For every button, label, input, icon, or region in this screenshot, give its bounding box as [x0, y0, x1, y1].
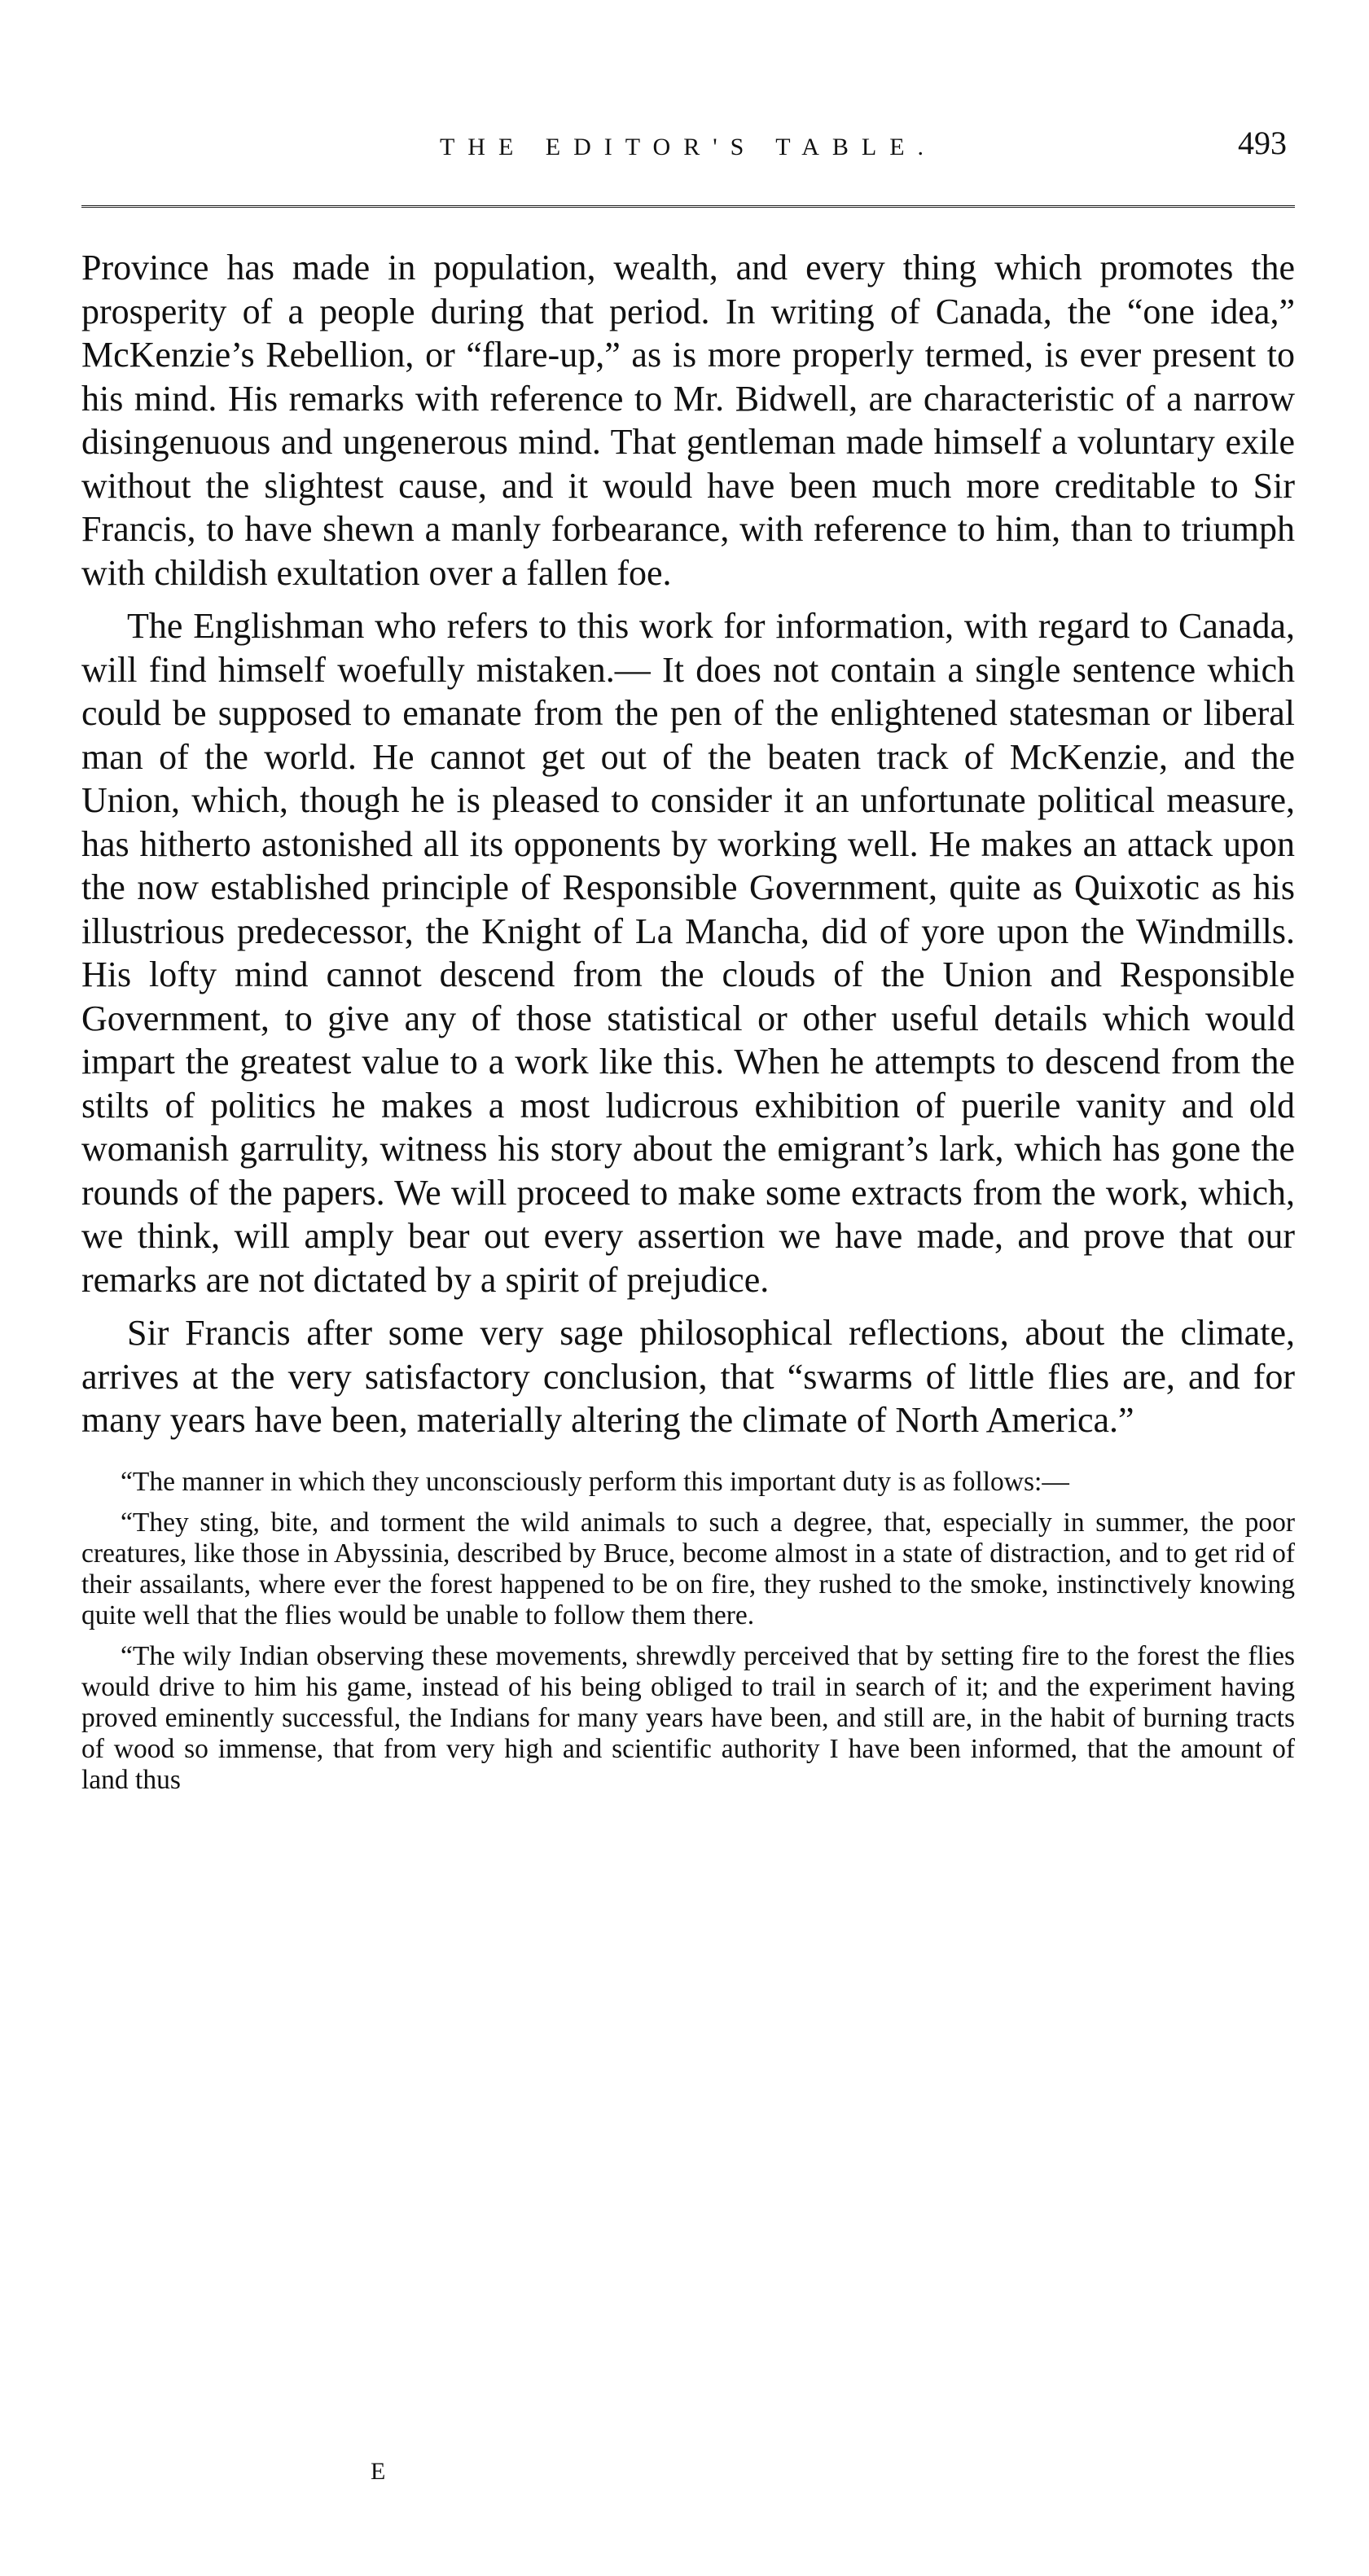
main-text: [81, 246, 1295, 1806]
running-head: [81, 122, 1295, 171]
paragraph: Province has made in population, wealth, and every thing which promotes the prosperity of a people during that period. In writing of Canada, the “one idea,” McKenzie’s Rebellion, or “flare-up,” as is more properly termed, is ever present to his mind. His remarks with reference to Mr. Bidwell, are characteristic of a narrow disingenuous and ungenerous mind. That gentleman made himself a voluntary exile without the slightest cause, and it would have been much more creditable to Sir Francis, to have shewn a manly forbearance, with reference to him, than to triumph with childish exultation over a fallen foe.: [81, 248, 1295, 593]
paragraph: Sir Francis after some very sage philosophical reflections, about the climate, arrives at the very satisfactory conclusion, that “swarms of little flies are, and for many years have been, materially altering the climate of North America.”: [81, 1313, 1295, 1440]
quote-paragraph: “The wily Indian observing these movements, shrewdly perceived that by setting fire to the forest the flies would drive to him his game, instead of his being obliged to trail in search of it; and the experiment having proved eminently successful, the Indians for many years have been, and still are, in the habit of burning tracts of wood so immense, that from very high and scientific authority I have been informed, that the amount of land thus: [81, 1640, 1295, 1795]
header-rule: [81, 205, 1295, 208]
quote-paragraph: “The manner in which they unconsciously perform this important duty is as follows:—: [121, 1466, 1069, 1497]
page-number: 493: [1238, 125, 1287, 161]
block-quote: [81, 1467, 1295, 1796]
signature-mark: E: [371, 2458, 388, 2485]
running-title: THE EDITOR'S TABLE.: [439, 134, 937, 160]
book-page: [81, 0, 1295, 2576]
paragraph: The Englishman who refers to this work for information, with regard to Canada, will find himself woefully mistaken.— It does not contain a single sentence which could be supposed to emanate from the pen of the enlightened statesman or liberal man of the world. He cannot get out of the beaten track of McKenzie, and the Union, which, though he is pleased to consider it an unfortunate political measure, has hitherto astonished all its opponents by working well. He makes an attack upon the now established principle of Responsible Government, quite as Quixotic as his illustrious predecessor, the Knight of La Mancha, did of yore upon the Windmills. His lofty mind cannot descend from the clouds of the Union and Responsible Government, to give any of those statistical or other useful details which would impart the greatest value to a work like this. When he attempts to descend from the stilts of politics he makes a most ludicrous exhibition of puerile vanity and old womanish garrulity, witness his story about the emigrant’s lark, which has gone the rounds of the papers. We will proceed to make some extracts from the work, which, we think, will amply bear out every assertion we have made, and prove that our remarks are not dictated by a spirit of prejudice.: [81, 606, 1295, 1300]
quote-paragraph: “They sting, bite, and torment the wild animals to such a degree, that, especially in summer, the poor creatures, like those in Abyssinia, described by Bruce, become almost in a state of distraction, and to get rid of their assailants, where ever the forest happened to be on fire, they rushed to the smoke, instinctively knowing quite well that the flies would be unable to follow them there.: [81, 1507, 1295, 1630]
